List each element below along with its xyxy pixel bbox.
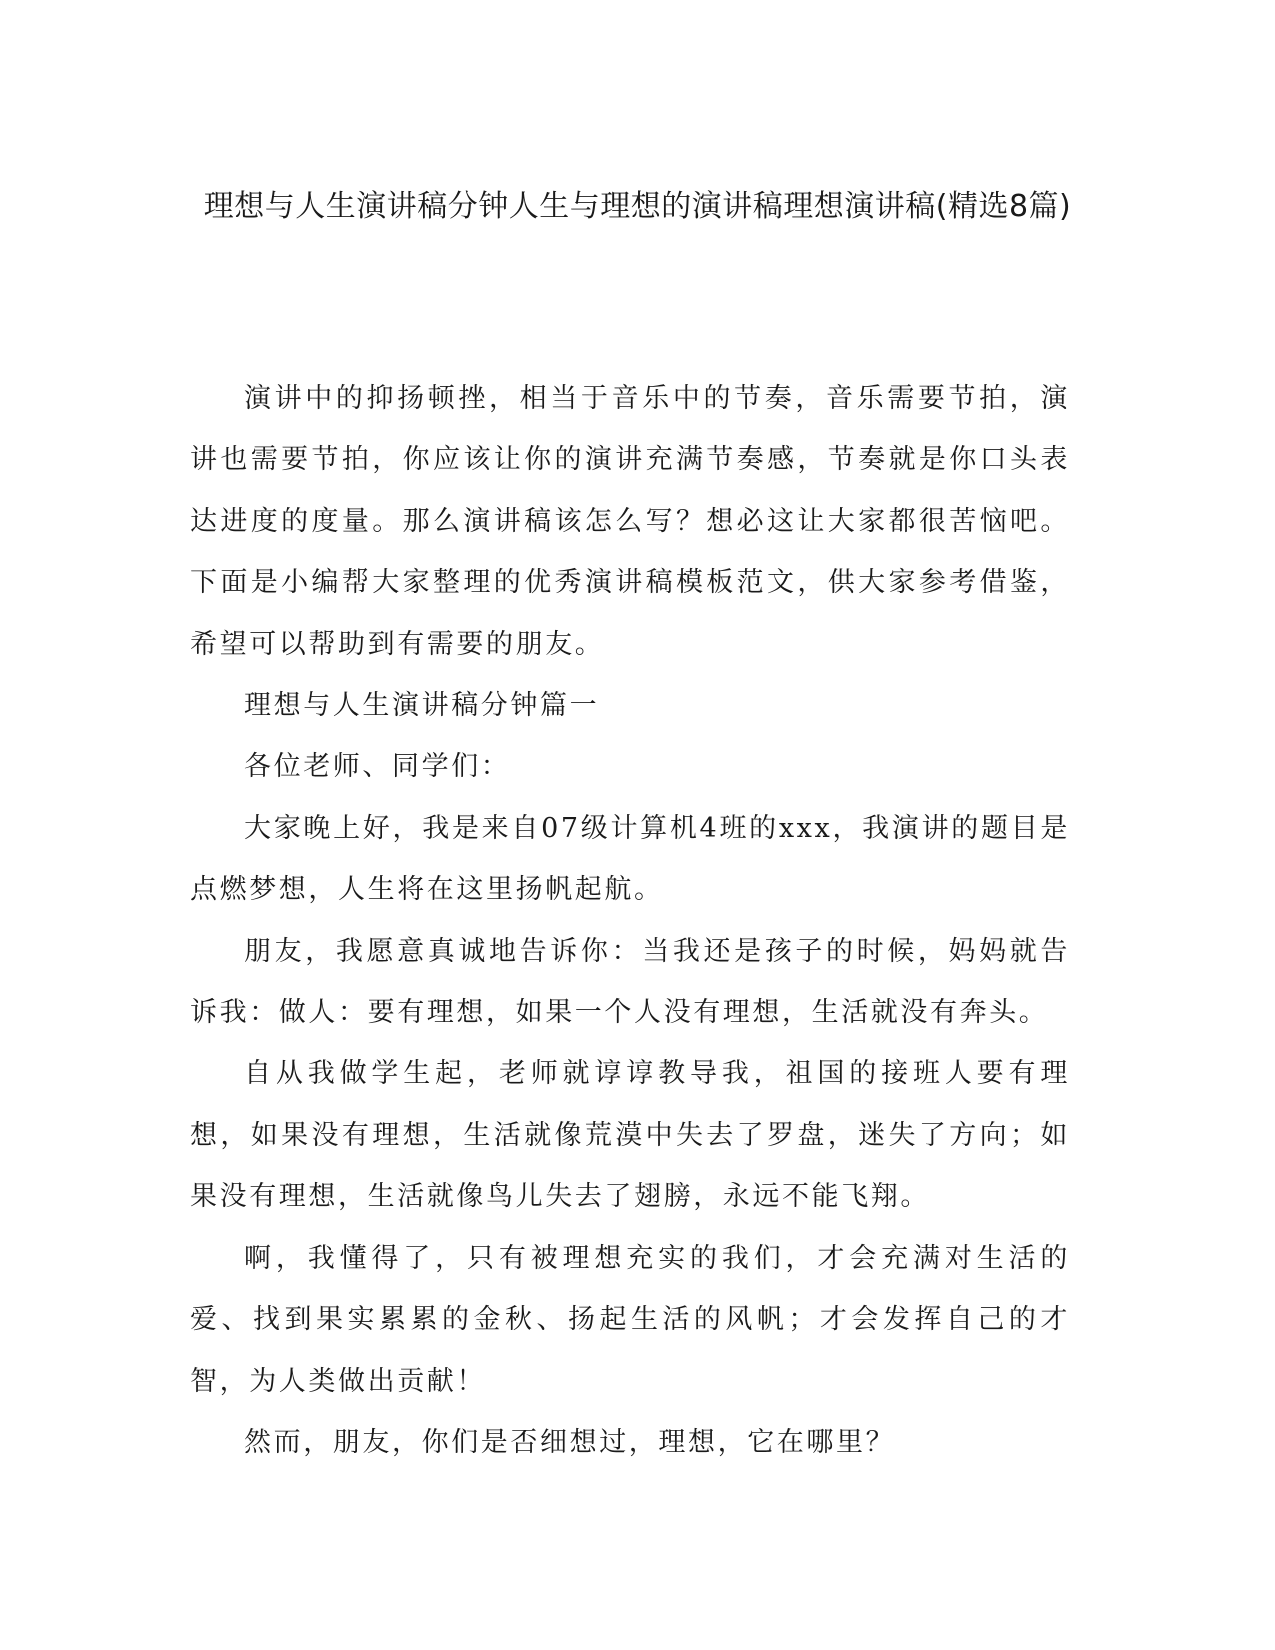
document-body (190, 368, 1070, 1473)
paragraph: 啊，我懂得了，只有被理想充实的我们，才会充满对生活的爱、找到果实累累的金秋、扬起生活的风帆；才会发挥自己的才智，为人类做出贡献！ (190, 1242, 1070, 1397)
salutation: 各位老师、同学们： (244, 751, 511, 783)
paragraph-intro: 演讲中的抑扬顿挫，相当于音乐中的节奏，音乐需要节拍，演讲也需要节拍，你应该让你的演讲充满节奏感，节奏就是你口头表达进度的度量。那么演讲稿该怎么写？想必这让大家都很苦恼吧。下面是小编帮大家整理的优秀演讲稿模板范文，供大家参考借鉴，希望可以帮助到有需要的朋友。 (190, 383, 1070, 660)
paragraph: 然而，朋友，你们是否细想过，理想，它在哪里？ (244, 1426, 896, 1458)
paragraph: 大家晚上好，我是来自07级计算机4班的xxx，我演讲的题目是点燃梦想，人生将在这里扬帆起航。 (190, 812, 1070, 906)
paragraph: 自从我做学生起，老师就谆谆教导我，祖国的接班人要有理想，如果没有理想，生活就像荒漠中失去了罗盘，迷失了方向；如果没有理想，生活就像鸟儿失去了翅膀，永远不能飞翔。 (190, 1058, 1070, 1213)
section-heading: 理想与人生演讲稿分钟篇一 (244, 690, 600, 722)
paragraph: 朋友，我愿意真诚地告诉你：当我还是孩子的时候，妈妈就告诉我：做人：要有理想，如果一个人没有理想，生活就没有奔头。 (190, 935, 1070, 1029)
document-title: 理想与人生演讲稿分钟人生与理想的演讲稿理想演讲稿(精选8篇) (203, 189, 1072, 224)
